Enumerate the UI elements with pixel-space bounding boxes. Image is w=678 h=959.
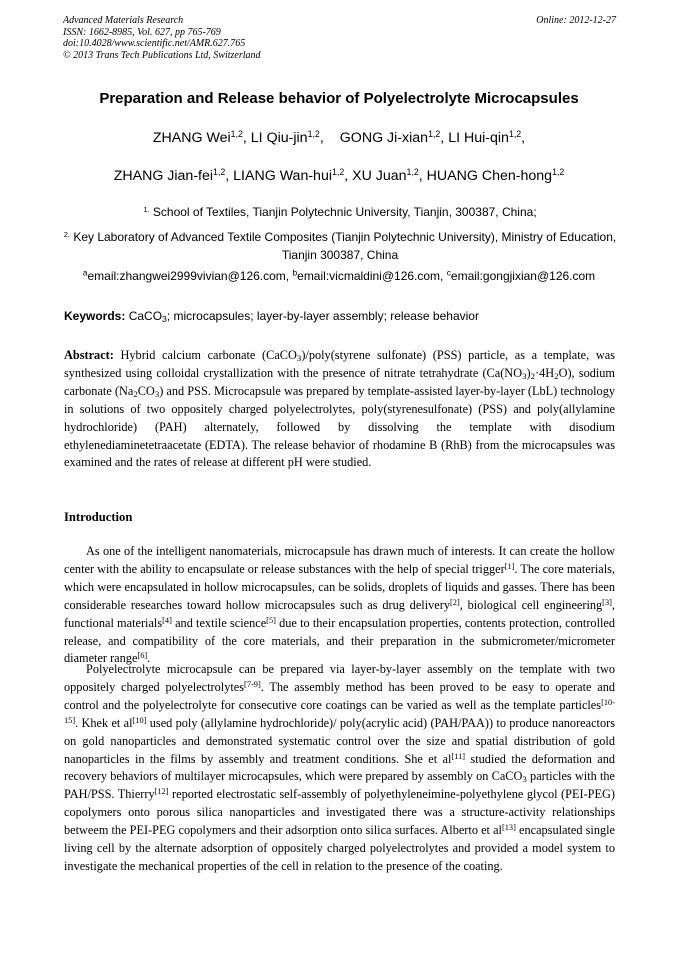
journal-header xyxy=(63,15,261,61)
author-name: ZHANG Jian-fei xyxy=(113,168,214,184)
keyword-caco3: CaCO$_3$ xyxy=(128,309,167,325)
citation[interactable]: [10] xyxy=(132,715,147,725)
citation[interactable]: [3] xyxy=(602,597,612,607)
affiliation-mark: 2. xyxy=(63,229,70,239)
intro-paragraph-2: Polyelectrolyte microcapsule can be prepared via layer-by-layer assembly on the template with two oppositely charged polyelectrolytes[7-9]. The assembly method has been proved to be easy to operate and control and the polyelectrolyte for consecutive core coatings can be varied as well as the template particles[10-15]. Khek et al[10] used poly (allylamine hydrochloride)/ poly(acrylic acid) (PAH/PAA)) to produce nanoreactors on gold nanoparticles and demonstrated systematic control over the size and spatial distribution of gold nanoparticles in the films by assembly and treatment conditions. She et al[11] studied the deformation and recovery behaviors of multilayer microcapsules, which were prepared by assembly on CaCO$_3$ particles with the PAH/PSS. Thierry[12] reported electrostatic self-assembly of polyethyleneimine-polyethylene glycol (PEI-PEG) copolymers onto porous silica nanoparticles and investigated there was a structure-activity relationships betweem the PEI-PEG copolymers and their adsorption onto silica surfaces. Alberto et al[13] encapsulated single living cell by the alternate adsorption of oppositely charged polyelectrolytes and provided a model system to investigate the mechanical properties of the cell in relation to the presence of the coating. xyxy=(64,662,616,873)
citation[interactable]: [10-15] xyxy=(64,697,615,725)
author-affiliation-mark: 1,2 xyxy=(508,129,522,140)
citation[interactable]: [1] xyxy=(504,561,515,571)
paper-title: Preparation and Release behavior of Polyelectrolyte Microcapsules xyxy=(99,90,579,107)
affiliation-1 xyxy=(60,203,620,221)
author-name: XU Juan xyxy=(352,168,407,184)
copyright-line: © 2013 Trans Tech Publications Ltd, Switzerland xyxy=(63,49,261,61)
email-mark: a xyxy=(82,267,88,278)
author-name: ZHANG Wei xyxy=(152,130,231,146)
keywords-rest: ; microcapsules; layer-by-layer assembly; release behavior xyxy=(166,309,479,323)
author-affiliation-mark: 1,2 xyxy=(332,167,345,178)
citation[interactable]: [6] xyxy=(137,651,148,661)
abstract-label: Abstract: xyxy=(64,348,114,362)
issn-line: ISSN: 1662-8985, Vol. 627, pp 765-769 xyxy=(63,26,221,38)
citation[interactable]: [13] xyxy=(501,822,516,832)
section-heading-introduction: Introduction xyxy=(64,510,133,524)
affiliation-mark: 1. xyxy=(143,204,150,214)
abstract-paragraph: Abstract: Hybrid calcium carbonate (CaCO$_3$)/poly(styrene sulfonate) (PSS) particle, as a template, was synthesized using colloidal crystallization with the presence of nitrate tetrahydrate $(Ca(NO_3)_2\cdot 4H_2O)$, sodium carbonate $(Na_2CO_3)$ and PSS. Microcapsule was prepared by template-assisted layer-by-layer (LbL) technology in solutions of two oppositely charged polyelectrolytes, poly(styrenesulfonate) (PSS) and poly(allylamine hydrochloride) (PAH) alternately, followed by dissolving the template with disodium ethylenediaminetetraacetate (EDTA). The release behavior of rhodamine B (RhB) from the microcapsules was examined and the rates of release at different pH were studied. xyxy=(64,348,615,470)
keywords-label: Keywords: xyxy=(64,309,126,323)
email-mark: c xyxy=(446,267,451,278)
author-line-1: ZHANG Wei$^{1,2}$, LI Qiu-jin$^{1,2}$, GONG Ji-xian$^{1,2}$, LI Hui-qin$^{1,2}$, xyxy=(152,129,526,146)
citation[interactable]: [2] xyxy=(449,597,460,607)
intro-paragraph-1: As one of the intelligent nanomaterials, microcapsule has drawn much of interests. It can create the hollow center with the ability to encapsulate or release substances with the help of special trigger[1]. The core materials, which were encapsulated in hollow microcapsules, can be solids, droplets of liquids and gasses. There has been considerable researches toward hollow microcapsules such as drug delivery[2], biological cell engineering[3], functional materials[4] and textile science[5] due to their encapsulation properties, contents protection, controlled release, and compatibility of the core materials, and their preparation in the submicrometer/micrometer diameter range[6]. xyxy=(64,544,616,666)
citation[interactable]: [12] xyxy=(154,787,169,797)
keywords xyxy=(64,309,624,323)
email-address[interactable]: email:zhangwei2999vivian@126.com xyxy=(87,269,286,283)
affiliation-text: Key Laboratory of Advanced Textile Composites (Tianjin Polytechnic University), Ministry of Education, Tianjin 300387, China xyxy=(73,230,617,262)
author-name: LI Qiu-jin xyxy=(250,130,308,146)
email-line: $^a$email:zhangwei2999vivian@126.com, $^b$email:vicmaldini@126.com, $^c$email:gongjixian@126.com xyxy=(82,267,596,283)
author-name: LIANG Wan-hui xyxy=(233,168,332,184)
email-mark: b xyxy=(292,267,298,278)
online-date: Online: 2012-12-27 xyxy=(536,15,616,26)
author-name: LI Hui-qin xyxy=(448,130,509,146)
affiliation-2 xyxy=(60,228,620,264)
citation[interactable]: [4] xyxy=(162,615,172,625)
author-affiliation-mark: 1,2 xyxy=(307,129,320,140)
author-name: HUANG Chen-hong xyxy=(426,168,553,184)
author-affiliation-mark: 1,2 xyxy=(213,167,226,178)
author-affiliation-mark: 1,2 xyxy=(406,167,419,178)
affiliation-text: School of Textiles, Tianjin Polytechnic University, Tianjin, 300387, China; xyxy=(152,205,537,219)
citation[interactable]: [11] xyxy=(451,751,466,761)
journal-name: Advanced Materials Research xyxy=(63,15,184,26)
doi-line: doi:10.4028/www.scientific.net/AMR.627.765 xyxy=(63,38,246,49)
author-line-2: ZHANG Jian-fei$^{1,2}$, LIANG Wan-hui$^{1,2}$, XU Juan$^{1,2}$, HUANG Chen-hong$^{1,2}$ xyxy=(113,167,565,184)
email-address[interactable]: email:vicmaldini@126.com xyxy=(297,269,441,283)
author-affiliation-mark: 1,2 xyxy=(552,167,565,178)
email-address[interactable]: email:gongjixian@126.com xyxy=(450,269,596,283)
author-affiliation-mark: 1,2 xyxy=(230,129,243,140)
citation[interactable]: [5] xyxy=(266,615,276,625)
author-affiliation-mark: 1,2 xyxy=(428,129,441,140)
author-name: GONG Ji-xian xyxy=(339,130,429,146)
citation[interactable]: [7-9] xyxy=(244,679,261,689)
